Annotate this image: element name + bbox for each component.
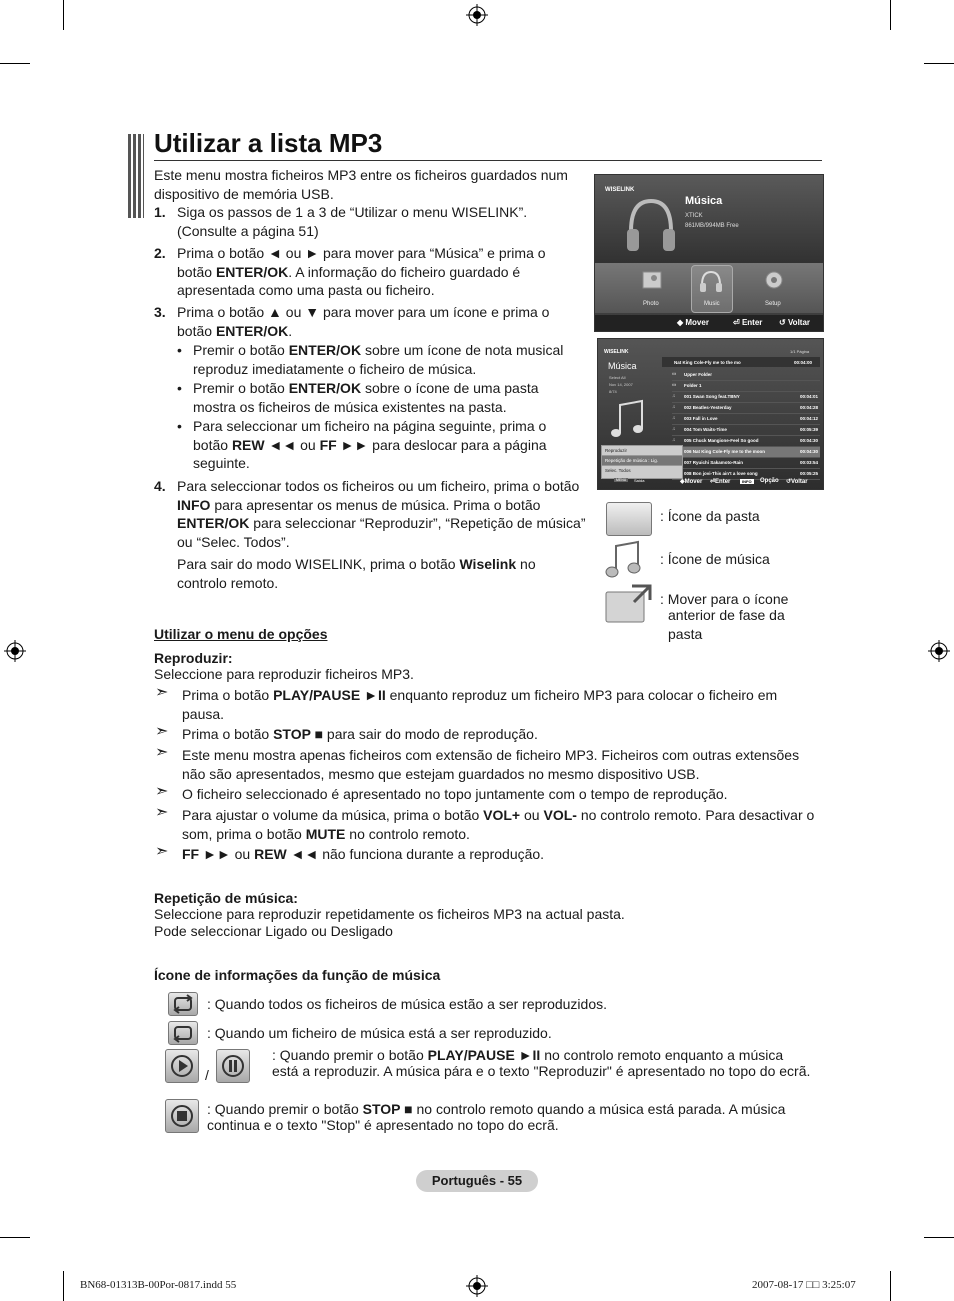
nav-move: ◆ Mover [677,318,709,327]
option-repeat[interactable]: Repetição de música : Lig. [602,456,682,466]
file-row[interactable] [672,392,820,403]
note-pause: Prima o botão PLAY/PAUSE ►II enquanto reproduz um ficheiro MP3 para colocar o ficheiro em pausa. [182,687,778,722]
step-1-text: Siga os passos de 1 a 3 de “Utilizar o menu WISELINK”. (Consulte a página 51) [177,204,528,239]
nav-enter: ⏎Enter [710,479,731,485]
folder-icon: ▭ [672,371,677,376]
note-volume: Para ajustar o volume da música, prima o botão VOL+ ou VOL- no controlo remoto. Para desactivar o som, prima o botão MUTE no controlo remoto. [182,807,815,842]
file-row-name: 008 Bon jovi-This ain't a love song [684,471,758,476]
tab-setup[interactable]: Setup [765,301,781,307]
step-3-bullet-3: Para seleccionar um ficheiro na página seguinte, prima o botão REW ◄◄ ou FF ►► para deslocar para a página seguinte. [193,418,547,471]
registration-mark-top-icon [466,4,488,26]
icon-separator: / [205,1067,209,1083]
step-3-bullet-1: Premir o botão ENTER/OK sobre um ícone de nota musical reproduz imediatamente o ficheiro de música. [193,342,564,377]
tab-photo[interactable]: Photo [643,301,659,307]
step-3-number: 3. [154,304,166,320]
file-row-name: 004 Tom Waits-Time [684,427,727,432]
repeat-all-text: : Quando todos os ficheiros de música estão a ser reproduzidos. [207,996,607,1012]
file-row[interactable] [672,447,820,458]
bullet-mark: • [177,418,182,434]
music-note-icon: ♫ [672,404,676,409]
screen1-heading: Música [685,195,723,207]
step-3-text: Prima o botão ▲ ou ▼ para mover para um ícone e prima o botão ENTER/OK. [177,304,550,339]
file-list [672,370,820,480]
repeat-heading: Repetição de música: [154,890,298,906]
folder-icon: ▭ [672,382,677,387]
file-row-name: 006 Nat King Cole-Fly me to the moon [684,449,766,454]
menu-tag: MENU [616,478,627,482]
bullet-mark: • [177,380,182,396]
file-row-name: Upper Folder [684,372,713,377]
file-row[interactable] [672,381,820,392]
screen2-section: Música [608,361,637,371]
file-row-time: 00:05:25 [799,471,818,476]
file-row-time: 00:04:28 [799,405,818,410]
exit-wiselink-text: Para sair do modo WISELINK, prima o botão Wiselink no controlo remoto. [177,556,536,591]
file-row-name: Folder 1 [684,383,702,388]
legend-back-2: anterior de fase da pasta [668,607,785,642]
file-row-time: 00:05:39 [799,427,818,432]
file-row-time: 00:04:30 [799,438,818,443]
option-play[interactable]: Reproduzir [602,446,682,456]
file-row[interactable] [672,425,820,436]
print-date: 2007-08-17 □□ 3:25:07 [752,1279,856,1291]
page-number: Português - 55 [416,1170,538,1192]
step-4-number: 4. [154,478,166,494]
intro-text: Este menu mostra ficheiros MP3 entre os ficheiros guardados num dispositivo de memória USB. [154,167,568,202]
upper-folder-icon [604,584,654,624]
repeat-one-icon [168,1021,198,1045]
registration-mark-right-icon [928,640,950,662]
music-menu-screenshot [594,174,824,332]
stop-text: : Quando premir o botão STOP ■ no controlo remoto quando a música está parada. A música continua e o texto "Stop" é apresentado no topo do ecrã. [207,1101,786,1133]
repeat-one-text: : Quando um ficheiro de música está a ser reproduzido. [207,1025,552,1041]
legend-folder: : Ícone da pasta [660,508,760,524]
file-row-time: 00:04:12 [799,416,818,421]
options-popup [601,445,683,479]
registration-mark-left-icon [4,640,26,662]
play-pause-text: : Quando premir o botão PLAY/PAUSE ►II no controlo remoto enquanto a música está a reproduzir. A música pára e o texto "Reproduzir" é apresentado no topo do ecrã. [272,1047,811,1079]
music-note-large-icon [608,399,648,441]
play-description: Seleccione para reproduzir ficheiros MP3. [154,666,414,682]
title-rule [154,160,822,161]
music-note-icon: ♫ [672,426,676,431]
file-row[interactable] [672,436,820,447]
wiselink-logo: WISELINK [604,349,629,355]
nav-move: ◆Mover [680,479,703,485]
note-mp3-only: Este menu mostra apenas ficheiros com extensão de ficheiro MP3. Ficheiros com outras extensões não são apresentados, mesmo que estejam guardados no mesmo dispositivo USB. [182,747,800,782]
file-row-time: 00:04:01 [799,394,818,399]
photo-tab-icon [642,269,662,291]
nav-option: Opção [760,478,779,484]
screen1-device: XTICK [685,213,703,219]
page-title: Utilizar a lista MP3 [154,128,383,158]
music-list-screenshot: WISELINK 1/1 Página Música Select All Nov 14, 2007 8/74 Nat King Cole-Fly me to the mo 00:04:00 ▭ Upper Folder ▭ Folder 1 ♫ 001 Swan Song feat.TBNY 00:04:01 ♫ 002 Beatles-Yesterday 00:04:28 ♫ 003 Fall in Love 00:04:12 ♫ 004 Tom Waits-Time 00:05:39 ♫ 005 Chuck Mangione-Feel So good 00:04:30 006 Nat King Cole-Fly me to the moon 00:04:30 007 Ryuichi Sakamoto-Rain 00:03:54 008 Bon jovi-This ain't a love song 00:05:25 Reproduzir Repetição de música : Lig. Selec. Todos MENU Saída ◆Mover ⏎Enter INFO Opção ↺Voltar [597,338,824,490]
folder-icon [606,502,652,536]
nav-back: ↺ Voltar [779,318,811,327]
repeat-description-2: Pode seleccionar Ligado ou Desligado [154,923,393,939]
play-icon [165,1049,199,1083]
wiselink-logo: WISELINK [605,187,635,193]
music-tab-icon [699,269,723,293]
file-row-name: 002 Beatles-Yesterday [684,405,732,410]
repeat-description-1: Seleccione para reproduzir repetidamente os ficheiros MP3 na actual pasta. [154,906,625,922]
file-row-name: 003 Fall in Love [684,416,718,421]
screen1-capacity: 861MB/994MB Free [685,223,739,229]
file-row-name: 001 Swan Song feat.TBNY [684,394,740,399]
nav-back: ↺Voltar [786,479,808,485]
file-info: BN68-01313B-00Por-0817.indd 55 [80,1279,237,1291]
music-note-icon: ♫ [672,393,676,398]
options-heading: Utilizar o menu de opções [154,626,328,642]
tab-music[interactable]: Music [704,301,720,307]
repeat-all-icon [168,992,198,1016]
step-2-number: 2. [154,245,166,261]
file-row-time: 00:04:30 [799,449,818,454]
music-note-icon: ♫ [672,415,676,420]
menu-exit: Saída [634,478,645,483]
file-row[interactable] [672,370,820,381]
page-indicator: 1/1 Página [790,349,810,354]
bullet-mark: • [177,342,182,358]
headphones-icon [625,197,677,261]
nav-info: INFO [742,479,752,484]
registration-mark-bottom-icon [466,1275,488,1297]
note-stop: Prima o botão STOP ■ para sair do modo de reprodução. [182,726,538,742]
step-4-text: Para seleccionar todos os ficheiros ou um ficheiro, prima o botão INFO para apresentar os menus de música. Prima o botão ENTER/OK para seleccionar “Reproduzir”, “Repetição de música” ou “Selec. Todos”. [177,478,586,550]
now-playing-time: 00:04:00 [794,360,813,365]
file-row-name: 005 Chuck Mangione-Feel So good [684,438,759,443]
title-decoration [128,134,144,218]
setup-tab-icon [763,269,785,291]
file-row[interactable] [672,403,820,414]
nav-enter: ⏎ Enter [733,318,763,327]
legend-back-1: : Mover para o ícone [660,591,789,607]
music-note-icon [604,540,644,580]
file-row[interactable] [672,458,820,469]
legend-music: : Ícone de música [660,551,770,567]
option-select-all[interactable]: Selec. Todos [605,468,631,473]
info-icons-heading: Ícone de informações da função de música [154,967,441,983]
note-selected-file: O ficheiro seleccionado é apresentado no topo juntamente com o tempo de reprodução. [182,786,728,802]
music-note-icon: ♫ [672,437,676,442]
play-heading: Reproduzir: [154,650,233,666]
file-row-time: 00:03:54 [799,460,818,465]
note-ff-rew: FF ►► ou REW ◄◄ não funciona durante a reprodução. [182,846,545,862]
pause-icon [216,1049,250,1083]
file-row-name: 007 Ryuichi Sakamoto-Rain [684,460,744,465]
step-1-number: 1. [154,204,166,220]
stop-icon [165,1099,199,1133]
file-row[interactable] [672,414,820,425]
now-playing-title: Nat King Cole-Fly me to the mo [674,360,741,365]
step-2-text: Prima o botão ◄ ou ► para mover para “Música” e prima o botão ENTER/OK. A informação do ficheiro guardado é apresentada como uma pasta ou ficheiro. [177,245,546,298]
step-3-bullet-2: Premir o botão ENTER/OK sobre o ícone de uma pasta mostra os ficheiros de música existentes na pasta. [193,380,539,415]
